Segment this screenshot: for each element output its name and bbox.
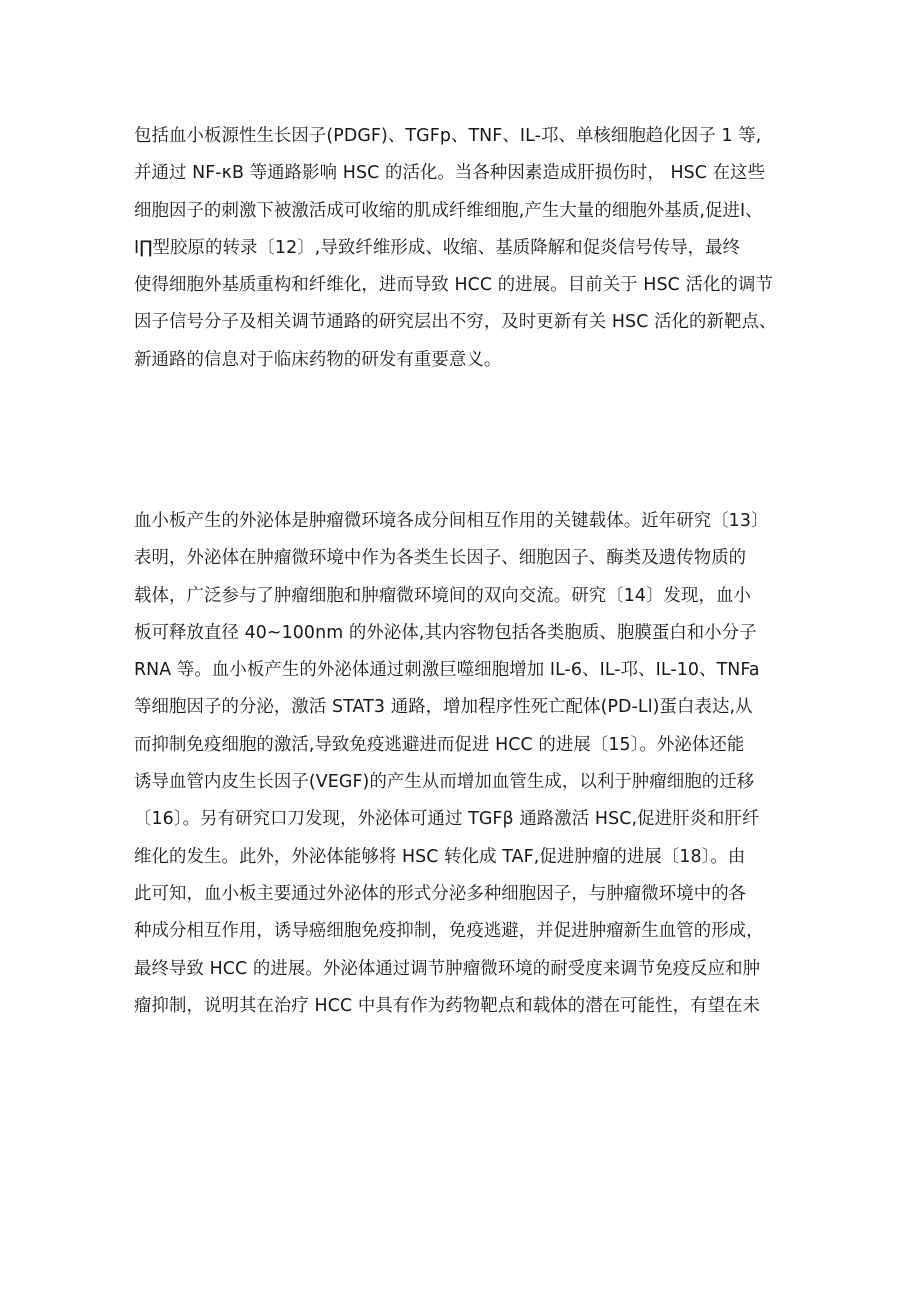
text-line: 表明，外泌体在肿瘤微环境中作为各类生长因子、细胞因子、酶类及遗传物质的 <box>134 548 747 569</box>
text-line: 因子信号分子及相关调节通路的研究层出不穷，及时更新有关 HSC 活化的新靶点、 <box>134 312 777 333</box>
text-line: 细胞因子的刺激下被激活成可收缩的肌成纤维细胞,产生大量的细胞外基质,促进I、 <box>134 200 763 221</box>
text-line: 载体，广泛参与了肿瘤细胞和肿瘤微环境间的双向交流。研究〔14〕发现，血小 <box>134 585 752 606</box>
text-line: 此可知，血小板主要通过外泌体的形式分泌多种细胞因子，与肿瘤微环境中的各 <box>134 883 747 904</box>
text-line: RNA 等。血小板产生的外泌体通过刺激巨噬细胞增加 IL-6、IL-邛、IL-10、TNFa <box>134 660 760 681</box>
text-line: 诱导血管内皮生长因子(VEGF)的产生从而增加血管生成，以利于肿瘤细胞的迁移 <box>134 772 755 793</box>
text-line: 并通过 NF-κB 等通路影响 HSC 的活化。当各种因素造成肝损伤时， HSC 在这些 <box>134 163 766 184</box>
text-line: 瘤抑制，说明其在治疗 HCC 中具有作为药物靶点和载体的潜在可能性，有望在未 <box>134 995 761 1016</box>
text-line: 最终导致 HCC 的进展。外泌体通过调节肿瘤微环境的耐受度来调节免疫反应和肿 <box>134 958 761 979</box>
text-line: 板可释放直径 40~100nm 的外泌体,其内容物包括各类胞质、胞膜蛋白和小分子 <box>134 622 757 643</box>
paragraph-hsc-activation <box>134 118 794 379</box>
text-line: 〔16〕。另有研究口刀发现，外泌体可通过 TGFβ 通路激活 HSC,促进肝炎和肝纤 <box>134 809 760 830</box>
text-line: 包括血小板源性生长因子(PDGF)、TGFp、TNF、IL-邛、单核细胞趋化因子 1 等, <box>134 126 762 146</box>
text-line: 新通路的信息对于临床药物的研发有重要意义。 <box>134 349 502 370</box>
text-line: 维化的发生。此外，外泌体能够将 HSC 转化成 TAF,促进肿瘤的进展〔18〕。由 <box>134 846 746 867</box>
text-line: 而抑制免疫细胞的激活,导致免疫逃避进而促进 HCC 的进展〔15〕。外泌体还能 <box>134 734 745 755</box>
paragraph-platelet-exosomes <box>134 503 794 1025</box>
text-line: I∏型胶原的转录〔12〕,导致纤维形成、收缩、基质降解和促炎信号传导，最终 <box>134 237 741 258</box>
text-line: 等细胞因子的分泌，激活 STAT3 通路，增加程序性死亡配体(PD-Ll)蛋白表达,从 <box>134 697 753 718</box>
text-line: 种成分相互作用，诱导癌细胞免疫抑制，免疫逃避，并促进肿瘤新生血管的形成， <box>134 921 764 942</box>
text-line: 血小板产生的外泌体是肿瘤微环境各成分间相互作用的关键载体。近年研究〔13〕 <box>134 511 769 531</box>
text-line: 使得细胞外基质重构和纤维化，进而导致 HCC 的进展。目前关于 HSC 活化的调节 <box>134 275 773 296</box>
